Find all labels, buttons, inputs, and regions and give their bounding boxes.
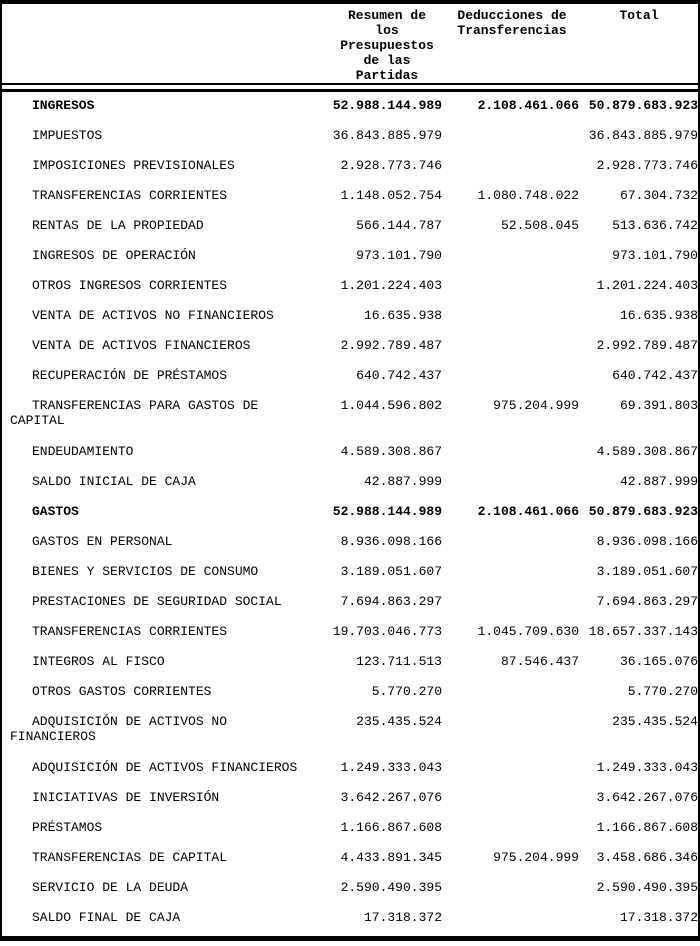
budget-summary-value: 36.843.885.979 [332,128,442,143]
total-value: 2.928.773.746 [596,158,698,173]
table-row [2,274,698,304]
total-value: 16.635.938 [619,308,698,323]
table-row [2,94,698,124]
header-total: Total [619,8,659,23]
row-label: ADQUISICIÓN DE ACTIVOS FINANCIEROS [32,760,298,775]
budget-summary-value: 2.590.490.395 [340,880,442,895]
deductions-value: 2.108.461.066 [477,504,579,519]
total-value: 1.166.867.608 [596,820,698,835]
total-value: 3.189.051.607 [596,564,698,579]
table-row [2,364,698,394]
row-label: TRANSFERENCIAS DE CAPITAL [32,850,228,865]
total-value: 36.165.076 [619,654,698,669]
table-row [2,244,698,274]
table-row [2,304,698,334]
budget-summary-value: 123.711.513 [356,654,442,669]
budget-summary-value: 42.887.999 [363,474,442,489]
total-value: 4.589.308.867 [596,444,698,459]
table-row [2,154,698,184]
row-label: IMPUESTOS [32,128,103,143]
header-transfer-deductions: Deducciones de Transferencias [457,8,567,38]
deductions-value: 87.546.437 [500,654,579,669]
table-row [2,470,698,500]
row-label: INGRESOS DE OPERACIÓN [32,248,196,263]
table-row [2,620,698,650]
row-label: TRANSFERENCIAS CORRIENTES [32,624,228,639]
table-row [2,530,698,560]
row-label: SERVICIO DE LA DEUDA [32,880,189,895]
table-row [2,560,698,590]
row-label: OTROS GASTOS CORRIENTES [32,684,212,699]
table-row [2,590,698,620]
deductions-value: 52.508.045 [500,218,579,233]
budget-summary-value: 1.166.867.608 [340,820,442,835]
table-row [2,756,698,786]
table-row [2,876,698,906]
budget-summary-value: 235.435.524 [356,714,442,729]
total-value: 640.742.437 [612,368,698,383]
table-row [2,440,698,470]
row-label: SALDO FINAL DE CAJA [32,910,181,925]
total-value: 3.458.686.346 [596,850,698,865]
row-label: RECUPERACIÓN DE PRÉSTAMOS [32,368,228,383]
deductions-value: 2.108.461.066 [477,98,579,113]
table-header-row [2,4,698,85]
row-label: ADQUISICIÓN DE ACTIVOS NO FINANCIEROS [10,714,228,744]
row-label: PRÉSTAMOS [32,820,103,835]
row-label: PRESTACIONES DE SEGURIDAD SOCIAL [32,594,282,609]
budget-summary-value: 7.694.863.297 [340,594,442,609]
total-value: 7.694.863.297 [596,594,698,609]
table-row [2,500,698,530]
budget-summary-value: 2.992.789.487 [340,338,442,353]
deductions-value: 1.080.748.022 [477,188,579,203]
row-label: ENDEUDAMIENTO [32,444,134,459]
deductions-value: 1.045.709.630 [477,624,579,639]
table-row [2,184,698,214]
budget-summary-value: 3.189.051.607 [340,564,442,579]
budget-summary-value: 3.642.267.076 [340,790,442,805]
row-label: IMPOSICIONES PREVISIONALES [32,158,235,173]
table-row [2,214,698,244]
budget-summary-value: 1.044.596.802 [340,398,442,413]
row-label: INICIATIVAS DE INVERSIÓN [32,790,220,805]
header-budget-summary: Resumen de los Presupuestos de las Partidas [340,8,434,83]
total-value: 42.887.999 [619,474,698,489]
budget-summary-value: 5.770.270 [371,684,442,699]
budget-summary-value: 566.144.787 [356,218,442,233]
deductions-value: 975.204.999 [493,398,579,413]
budget-summary-value: 17.318.372 [363,910,442,925]
row-label: VENTA DE ACTIVOS NO FINANCIEROS [32,308,274,323]
table-row [2,786,698,816]
row-label: TRANSFERENCIAS CORRIENTES [32,188,228,203]
total-value: 3.642.267.076 [596,790,698,805]
table-row [2,650,698,680]
table-row [2,816,698,846]
budget-summary-value: 640.742.437 [356,368,442,383]
total-value: 17.318.372 [619,910,698,925]
table-row [2,334,698,364]
total-value: 973.101.790 [612,248,698,263]
table-row [2,680,698,710]
budget-summary-value: 19.703.046.773 [332,624,442,639]
total-value: 1.249.333.043 [596,760,698,775]
budget-summary-value: 1.148.052.754 [340,188,442,203]
row-label: BIENES Y SERVICIOS DE CONSUMO [32,564,259,579]
table-row [2,124,698,154]
budget-summary-value: 4.433.891.345 [340,850,442,865]
total-value: 67.304.732 [619,188,698,203]
budget-summary-value: 8.936.098.166 [340,534,442,549]
total-value: 8.936.098.166 [596,534,698,549]
row-label: RENTAS DE LA PROPIEDAD [32,218,204,233]
budget-summary-value: 16.635.938 [363,308,442,323]
table-row [2,394,698,440]
budget-summary-value: 52.988.144.989 [332,98,442,113]
total-value: 2.590.490.395 [596,880,698,895]
budget-summary-value: 973.101.790 [356,248,442,263]
total-value: 36.843.885.979 [588,128,698,143]
total-value: 5.770.270 [627,684,698,699]
row-label: OTROS INGRESOS CORRIENTES [32,278,228,293]
row-label: INGRESOS [32,98,95,113]
budget-summary-value: 2.928.773.746 [340,158,442,173]
budget-summary-value: 1.201.224.403 [340,278,442,293]
total-value: 2.992.789.487 [596,338,698,353]
table-body [2,89,698,941]
budget-summary-value: 1.249.333.043 [340,760,442,775]
total-value: 1.201.224.403 [596,278,698,293]
deductions-value: 975.204.999 [493,850,579,865]
total-value: 50.879.683.923 [588,98,698,113]
row-label: GASTOS [32,504,79,519]
row-label: SALDO INICIAL DE CAJA [32,474,196,489]
table-row [2,710,698,756]
table-row [2,906,698,936]
total-value: 50.879.683.923 [588,504,698,519]
budget-summary-value: 52.988.144.989 [332,504,442,519]
total-value: 513.636.742 [612,218,698,233]
row-label: INTEGROS AL FISCO [32,654,165,669]
total-value: 69.391.803 [619,398,698,413]
row-label: GASTOS EN PERSONAL [32,534,173,549]
row-label: VENTA DE ACTIVOS FINANCIEROS [32,338,251,353]
budget-summary-value: 4.589.308.867 [340,444,442,459]
table-row [2,846,698,876]
row-label: TRANSFERENCIAS PARA GASTOS DE CAPITAL [10,398,259,428]
total-value: 235.435.524 [612,714,698,729]
total-value: 18.657.337.143 [588,624,698,639]
